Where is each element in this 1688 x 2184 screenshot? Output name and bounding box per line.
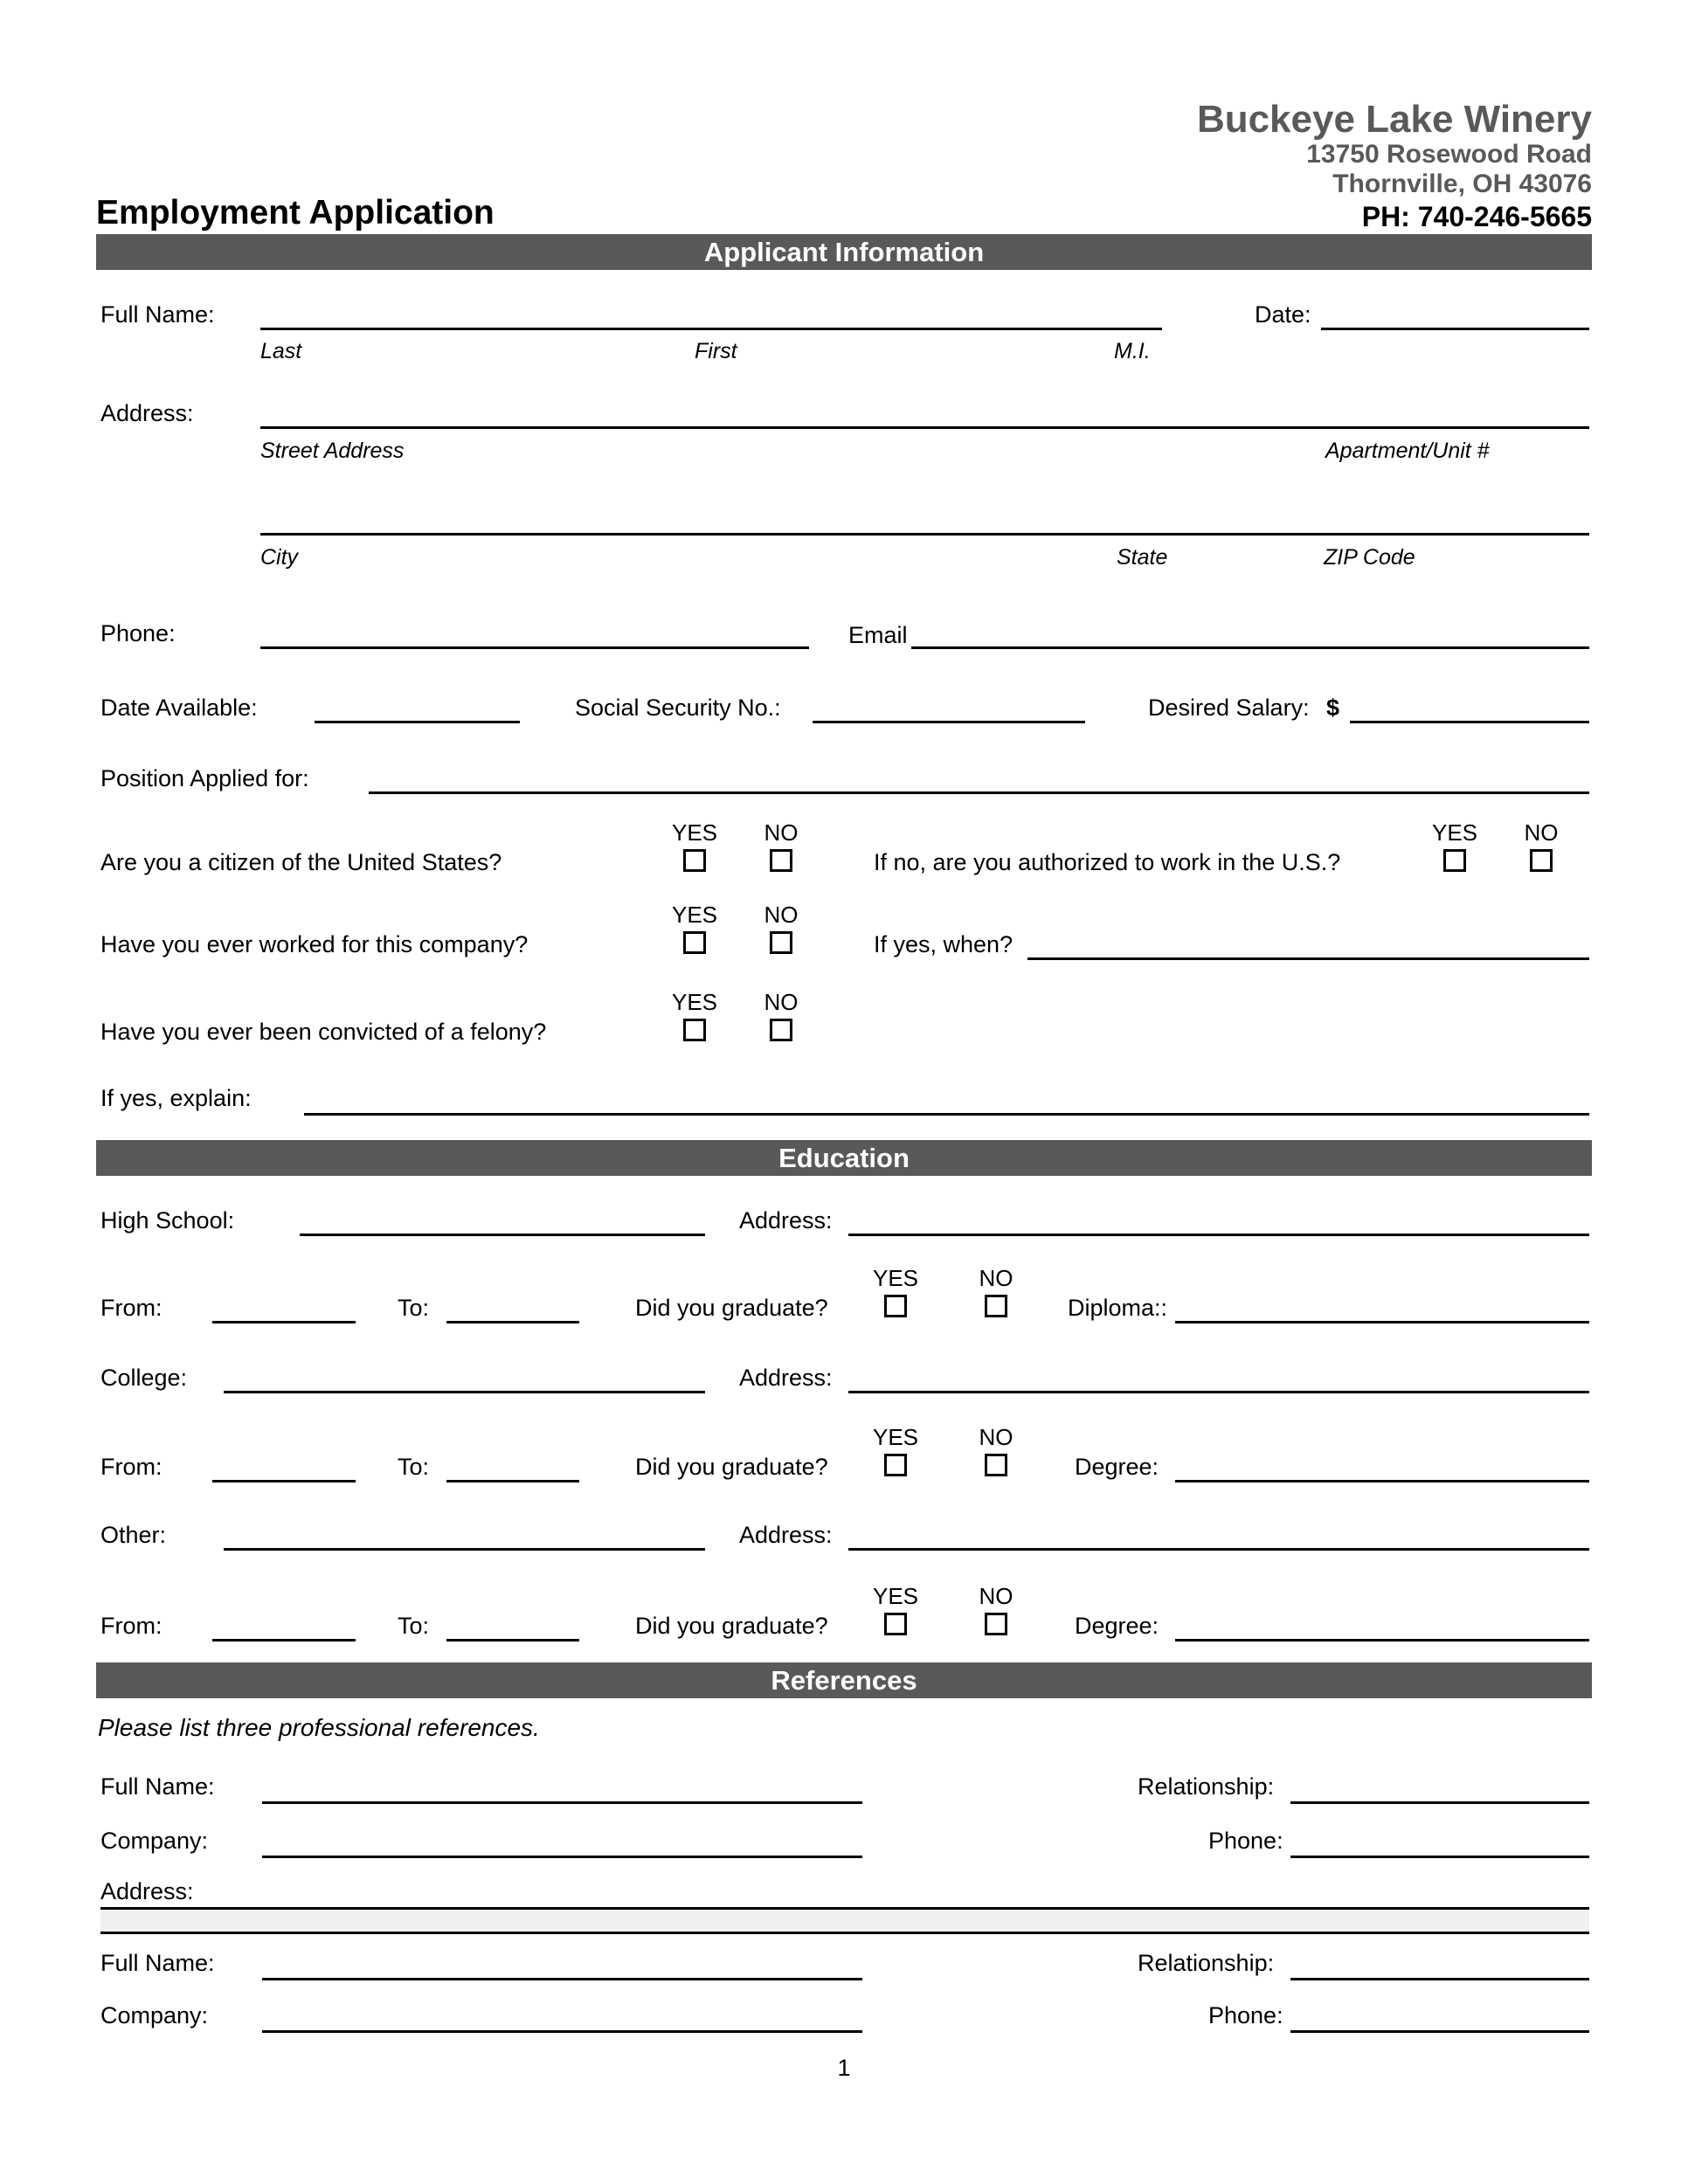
company-name: Buckeye Lake Winery	[1196, 98, 1592, 141]
authorized-no-checkbox[interactable]	[1530, 849, 1553, 872]
college-graduate-yes-label: YES	[872, 1424, 919, 1450]
college-address-label: Address:	[739, 1365, 833, 1391]
ref1-relationship-label: Relationship:	[1138, 1773, 1275, 1800]
email-input-line[interactable]	[911, 646, 1589, 649]
ref1-full-name-label: Full Name:	[100, 1773, 215, 1800]
worked-no-checkbox[interactable]	[770, 931, 792, 954]
company-phone: PH: 740-246-5665	[1361, 201, 1592, 232]
other-graduate-yes-label: YES	[872, 1583, 919, 1609]
ref1-address-label: Address:	[100, 1878, 194, 1904]
college-from-input-line[interactable]	[212, 1480, 356, 1482]
ref1-company-label: Company:	[100, 1828, 209, 1854]
ref2-full-name-label: Full Name:	[100, 1950, 215, 1976]
ref2-relationship-label: Relationship:	[1138, 1950, 1275, 1976]
ref1-address-input-line2[interactable]	[100, 1932, 1589, 1934]
other-graduate-no-checkbox[interactable]	[985, 1613, 1007, 1635]
hs-to-label: To:	[398, 1295, 430, 1321]
college-graduate-label: Did you graduate?	[635, 1454, 828, 1480]
ref1-relationship-input-line[interactable]	[1290, 1801, 1589, 1804]
position-applied-label: Position Applied for:	[100, 765, 309, 791]
worked-question: Have you ever worked for this company?	[100, 931, 529, 957]
ref1-address-second-row	[100, 1910, 1589, 1932]
ref2-company-label: Company:	[100, 2002, 209, 2028]
hs-to-input-line[interactable]	[446, 1321, 579, 1324]
authorized-yes-label: YES	[1431, 819, 1478, 846]
citizen-question: Are you a citizen of the United States?	[100, 849, 502, 875]
currency-symbol: $	[1326, 695, 1340, 721]
authorized-question: If no, are you authorized to work in the U.S.?	[874, 849, 1341, 875]
college-graduate-no-checkbox[interactable]	[985, 1454, 1007, 1476]
high-school-address-input-line[interactable]	[848, 1234, 1589, 1236]
explain-input-line[interactable]	[304, 1113, 1589, 1116]
authorized-no-label: NO	[1524, 819, 1559, 846]
full-name-input-line[interactable]	[260, 328, 1162, 330]
felony-no-label: NO	[764, 989, 799, 1015]
ssn-label: Social Security No.:	[575, 695, 781, 721]
ref1-phone-input-line[interactable]	[1290, 1856, 1589, 1858]
references-note: Please list three professional references.	[98, 1714, 540, 1741]
ref2-relationship-input-line[interactable]	[1290, 1978, 1589, 1980]
other-degree-label: Degree:	[1075, 1613, 1159, 1639]
college-from-label: From:	[100, 1454, 163, 1480]
first-name-sublabel: First	[695, 339, 737, 363]
city-state-zip-input-line[interactable]	[260, 533, 1589, 536]
address-label: Address:	[100, 400, 194, 426]
hs-graduate-yes-checkbox[interactable]	[884, 1295, 907, 1317]
citizen-no-checkbox[interactable]	[770, 849, 792, 872]
city-sublabel: City	[260, 545, 299, 570]
phone-label: Phone:	[100, 620, 176, 646]
ssn-input-line[interactable]	[813, 721, 1085, 723]
date-available-input-line[interactable]	[315, 721, 520, 723]
high-school-input-line[interactable]	[300, 1234, 705, 1236]
other-degree-input-line[interactable]	[1175, 1639, 1589, 1641]
other-to-label: To:	[398, 1613, 430, 1639]
other-from-input-line[interactable]	[212, 1639, 356, 1641]
ref2-phone-label: Phone:	[1208, 2002, 1283, 2028]
section-header-education: Education	[96, 1140, 1592, 1176]
page-title: Employment Application	[96, 194, 495, 232]
felony-yes-label: YES	[671, 989, 718, 1015]
ref1-phone-label: Phone:	[1208, 1828, 1283, 1854]
high-school-label: High School:	[100, 1207, 235, 1234]
high-school-address-label: Address:	[739, 1207, 833, 1234]
worked-when-label: If yes, when?	[874, 931, 1013, 957]
desired-salary-label: Desired Salary:	[1148, 695, 1310, 721]
desired-salary-input-line[interactable]	[1350, 721, 1589, 723]
college-input-line[interactable]	[224, 1391, 705, 1393]
ref1-company-input-line[interactable]	[262, 1856, 862, 1858]
authorized-yes-checkbox[interactable]	[1443, 849, 1466, 872]
felony-yes-checkbox[interactable]	[683, 1019, 706, 1041]
other-address-label: Address:	[739, 1522, 833, 1548]
state-sublabel: State	[1117, 545, 1168, 570]
worked-when-input-line[interactable]	[1027, 957, 1589, 960]
other-address-input-line[interactable]	[848, 1548, 1589, 1551]
date-label: Date:	[1255, 301, 1311, 328]
hs-graduate-label: Did you graduate?	[635, 1295, 828, 1321]
other-school-label: Other:	[100, 1522, 167, 1548]
ref1-full-name-input-line[interactable]	[262, 1801, 862, 1804]
ref2-full-name-input-line[interactable]	[262, 1978, 862, 1980]
phone-input-line[interactable]	[260, 646, 809, 649]
other-graduate-no-label: NO	[979, 1583, 1013, 1609]
other-school-input-line[interactable]	[224, 1548, 705, 1551]
worked-yes-label: YES	[671, 902, 718, 928]
street-address-input-line[interactable]	[260, 426, 1589, 429]
date-available-label: Date Available:	[100, 695, 258, 721]
felony-question: Have you ever been convicted of a felony?	[100, 1019, 547, 1045]
hs-graduate-yes-label: YES	[872, 1265, 919, 1291]
other-graduate-label: Did you graduate?	[635, 1613, 828, 1639]
college-label: College:	[100, 1365, 188, 1391]
worked-no-label: NO	[764, 902, 799, 928]
explain-label: If yes, explain:	[100, 1085, 252, 1111]
college-degree-input-line[interactable]	[1175, 1480, 1589, 1482]
hs-graduate-no-label: NO	[979, 1265, 1013, 1291]
other-to-input-line[interactable]	[446, 1639, 579, 1641]
hs-from-label: From:	[100, 1295, 163, 1321]
other-graduate-yes-checkbox[interactable]	[884, 1613, 907, 1635]
hs-graduate-no-checkbox[interactable]	[985, 1295, 1007, 1317]
citizen-yes-label: YES	[671, 819, 718, 846]
street-address-sublabel: Street Address	[260, 439, 405, 463]
college-address-input-line[interactable]	[848, 1391, 1589, 1393]
section-header-applicant-information: Applicant Information	[96, 234, 1592, 270]
apartment-unit-sublabel: Apartment/Unit #	[1325, 439, 1490, 463]
college-graduate-no-label: NO	[979, 1424, 1013, 1450]
hs-diploma-input-line[interactable]	[1175, 1321, 1589, 1324]
ref2-phone-input-line[interactable]	[1290, 2030, 1589, 2033]
company-address-line2: Thornville, OH 43076	[1332, 169, 1592, 198]
date-input-line[interactable]	[1321, 328, 1589, 330]
full-name-label: Full Name:	[100, 301, 215, 328]
citizen-no-label: NO	[764, 819, 799, 846]
citizen-yes-checkbox[interactable]	[683, 849, 706, 872]
worked-yes-checkbox[interactable]	[683, 931, 706, 954]
hs-diploma-label: Diploma::	[1068, 1295, 1168, 1321]
section-header-references: References	[96, 1662, 1592, 1698]
college-to-label: To:	[398, 1454, 430, 1480]
last-name-sublabel: Last	[260, 339, 302, 363]
college-degree-label: Degree:	[1075, 1454, 1159, 1480]
college-to-input-line[interactable]	[446, 1480, 579, 1482]
other-from-label: From:	[100, 1613, 163, 1639]
email-label: Email	[848, 622, 908, 648]
felony-no-checkbox[interactable]	[770, 1019, 792, 1041]
college-graduate-yes-checkbox[interactable]	[884, 1454, 907, 1476]
position-applied-input-line[interactable]	[369, 791, 1589, 794]
page-number: 1	[837, 2055, 851, 2081]
ref2-company-input-line[interactable]	[262, 2030, 862, 2033]
hs-from-input-line[interactable]	[212, 1321, 356, 1324]
middle-initial-sublabel: M.I.	[1114, 339, 1151, 363]
company-address-line1: 13750 Rosewood Road	[1306, 140, 1592, 169]
zip-code-sublabel: ZIP Code	[1324, 545, 1415, 570]
